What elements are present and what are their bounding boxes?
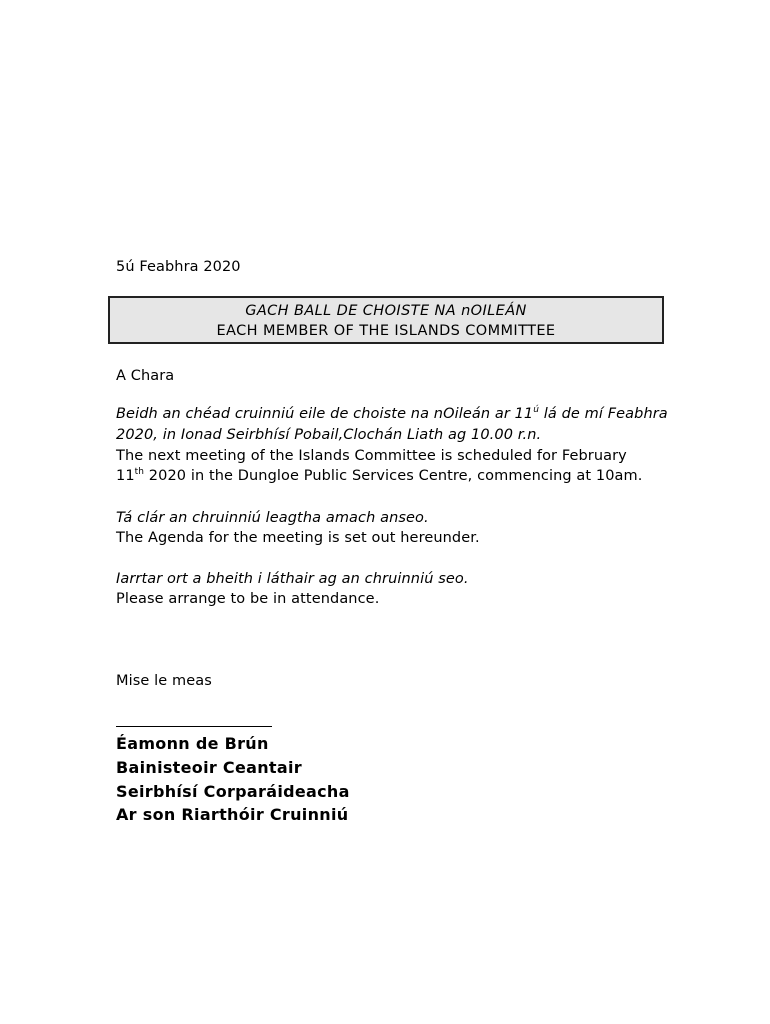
signatory-title-2: Seirbhísí Corparáideacha	[116, 782, 350, 801]
salutation: A Chara	[116, 368, 175, 384]
addressee-english: EACH MEMBER OF THE ISLANDS COMMITTEE	[216, 323, 556, 339]
para1-english-line2-post: 2020 in the Dungloe Public Services Centre, commencing at 10am.	[144, 468, 643, 484]
para1-english-line2	[116, 466, 642, 486]
signatory-name: Éamonn de Brún	[116, 734, 269, 753]
para3-english: Please arrange to be in attendance.	[116, 591, 380, 607]
para1-english-line2-sup: th	[134, 467, 145, 477]
para1-irish-line1-sup: ú	[533, 405, 540, 415]
para1-irish-line2: 2020, in Ionad Seirbhísí Pobail,Clochán Liath ag 10.00 r.n.	[116, 427, 542, 443]
para1-irish-line1-pre: Beidh an chéad cruinniú eile de choiste na nOileán ar 11	[116, 406, 534, 422]
para1-english-line2-pre: 11	[116, 468, 135, 484]
signatory-title-1: Bainisteoir Ceantair	[116, 758, 302, 777]
signatory-title-3: Ar son Riarthóir Cruinniú	[116, 805, 349, 824]
para3-irish: Iarrtar ort a bheith i láthair ag an chruinniú seo.	[116, 571, 469, 587]
letter-date: 5ú Feabhra 2020	[116, 259, 241, 275]
para1-irish-line1-post: lá de mí Feabhra	[539, 406, 668, 422]
addressee-box	[108, 296, 664, 344]
para2-english: The Agenda for the meeting is set out hereunder.	[116, 530, 480, 546]
para1-english-line1: The next meeting of the Islands Committee is scheduled for February	[116, 448, 627, 464]
addressee-irish: GACH BALL DE CHOISTE NA nOILEÁN	[245, 303, 527, 319]
para2-irish: Tá clár an chruinniú leagtha amach anseo.	[116, 510, 429, 526]
para1-irish-line1	[116, 404, 668, 424]
closing: Mise le meas	[116, 673, 212, 689]
signature-line	[116, 726, 272, 727]
